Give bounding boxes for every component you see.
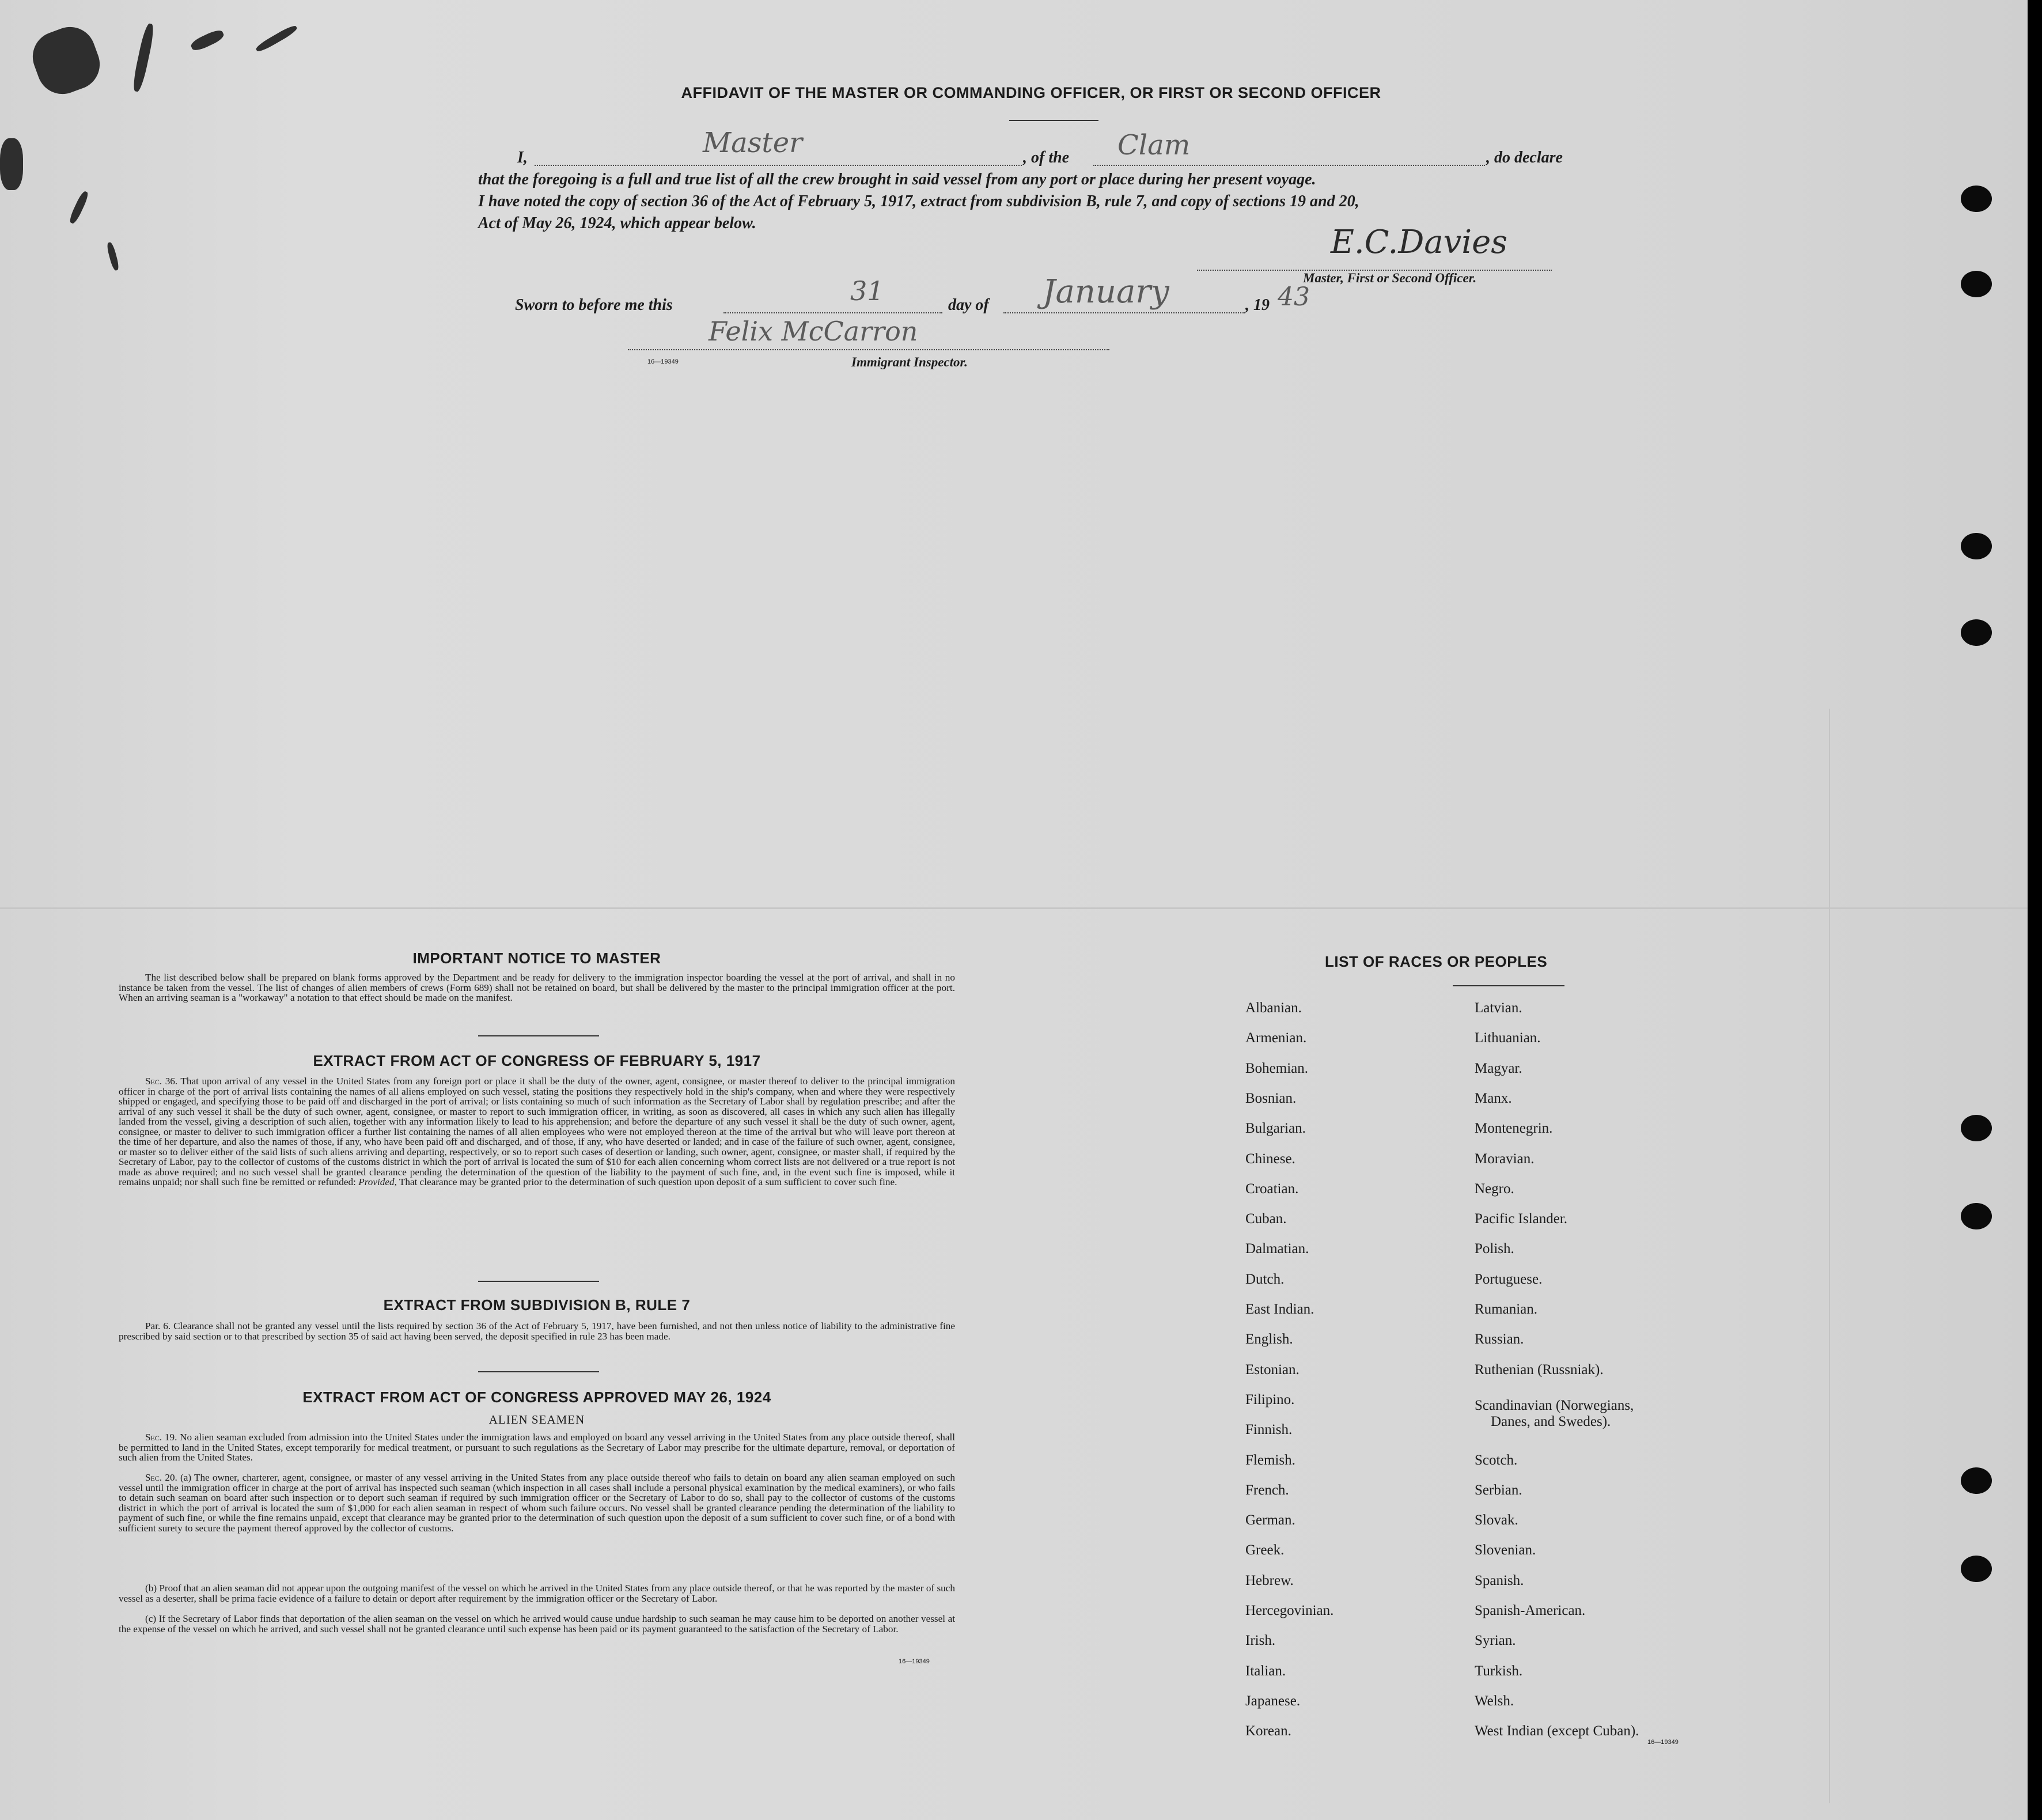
race-item: Polish. xyxy=(1475,1241,1514,1257)
race-item: Albanian. xyxy=(1245,1000,1302,1016)
race-item: Cuban. xyxy=(1245,1211,1287,1227)
inspector-signature-line xyxy=(628,349,1109,350)
races-title: LIST OF RACES OR PEOPLES xyxy=(1325,953,1548,970)
race-item: Estonian. xyxy=(1245,1361,1300,1378)
notice-title: IMPORTANT NOTICE TO MASTER xyxy=(412,949,661,967)
rule7-title: EXTRACT FROM SUBDIVISION B, RULE 7 xyxy=(383,1296,691,1314)
race-item: Flemish. xyxy=(1245,1452,1295,1468)
race-item: Dalmatian. xyxy=(1245,1241,1309,1257)
race-item: Spanish. xyxy=(1475,1572,1524,1588)
section-divider xyxy=(478,1035,599,1036)
vessel-field-line xyxy=(1093,165,1485,166)
notice-text: The list described below shall be prepared on blank forms approved by the Department and be ready for delivery to the immigration inspector boarding the vessel at the port of arrival, and shall in no instance be taken from the vessel. The list of changes of alien members of crews (Form 689) shall not be retained on board, but shall be delivered by the master to the principal immigration officer at the port. When an arriving seaman is a "workaway" a notation to that effect should be made on the manifest. xyxy=(119,972,955,1003)
race-item: Lithuanian. xyxy=(1475,1030,1541,1046)
race-item: Serbian. xyxy=(1475,1482,1522,1498)
extract-1917-title: EXTRACT FROM ACT OF CONGRESS OF FEBRUARY 5, 1917 xyxy=(313,1052,761,1069)
race-item: Hercegovinian. xyxy=(1245,1603,1334,1618)
race-item: Syrian. xyxy=(1475,1633,1516,1649)
ink-smudge xyxy=(106,241,120,271)
ink-smudge xyxy=(190,28,226,52)
section-divider xyxy=(478,1281,599,1282)
race-item: Slovak. xyxy=(1475,1512,1518,1528)
month-field-value: January xyxy=(1043,273,1169,311)
binder-hole xyxy=(1961,619,1992,646)
race-item: Korean. xyxy=(1245,1723,1291,1739)
race-item: Hebrew. xyxy=(1245,1572,1294,1588)
year-field-value: 43 xyxy=(1278,282,1310,312)
race-item: Russian. xyxy=(1475,1331,1524,1348)
race-item: Magyar. xyxy=(1475,1060,1522,1076)
race-item: Danes, and Swedes). xyxy=(1491,1413,1611,1429)
race-item: Greek. xyxy=(1245,1542,1285,1558)
race-item: Bulgarian. xyxy=(1245,1121,1306,1137)
race-item: Portuguese. xyxy=(1475,1271,1543,1287)
ink-smudge xyxy=(68,190,90,225)
binder-hole xyxy=(1961,1556,1992,1582)
sec20b-text: (b) Proof that an alien seaman did not appear upon the outgoing manifest of the vessel on which he arrived in the United States from any place outside thereof, or that he was reported by the master of such vessel as a deserter, shall be prima facie evidence of a failure to detain or deport after requirement by the immigration officer or the Secretary of Labor. xyxy=(119,1583,955,1604)
extract-1917-text xyxy=(119,1076,955,1187)
section-label: Sec. 36. xyxy=(145,1076,178,1087)
day-field-value: 31 xyxy=(850,275,884,307)
section-label: Sec. 20. xyxy=(145,1472,177,1483)
race-item: Negro. xyxy=(1475,1180,1514,1197)
race-item: Irish. xyxy=(1245,1633,1276,1649)
sworn-label: Sworn to before me this xyxy=(515,296,673,314)
race-item: Armenian. xyxy=(1245,1030,1307,1046)
i-field-value: Master xyxy=(703,127,803,159)
race-item: German. xyxy=(1245,1512,1295,1528)
race-item: Bosnian. xyxy=(1245,1090,1297,1106)
section-body: (a) The owner, charterer, agent, consignee, or master of any vessel arriving in the United States from any place outside thereof who fails to detain on board any alien seaman employed on such vessel until the immigration officer in charge at the port of arrival has inspected such seaman (which inspection in all cases shall include a personal physical examination by the medical examiners), or who fails to detain such seaman on board after such inspection or to deport such seaman if required by such immigration officer or the Secretary of Labor to do so, shall pay to the collector of customs of the customs district in which the port of arrival is located the sum of $1,000 for each alien seaman in respect of whom such failure occurs. No vessel shall be granted clearance pending the determination of the liability to payment of such fine, or while the fine remains unpaid, except that clearance may be granted prior to the determination of such question upon the deposit of a sum sufficient to cover such fine, or of a bond with sufficient surety to secure the payment thereof approved by the collector of customs. xyxy=(119,1472,955,1534)
race-item: Finnish. xyxy=(1245,1422,1293,1438)
binder-hole xyxy=(1961,1467,1992,1494)
race-item: Spanish-American. xyxy=(1475,1603,1586,1618)
sec20c-text: (c) If the Secretary of Labor finds that deportation of the alien seaman on the vessel on which he arrived would cause undue hardship to such seaman he may cause him to be deported on another vessel at the expense of the vessel on which he arrived, and such vessel shall not be granted clearance until such expense has been paid or its payment guaranteed to the satisfaction of the Secretary of Labor. xyxy=(119,1613,955,1634)
sec20a-text xyxy=(119,1473,955,1533)
form-number: 16—19349 xyxy=(647,358,679,365)
sec19-text xyxy=(119,1432,955,1463)
race-item: Chinese. xyxy=(1245,1151,1295,1167)
binder-hole xyxy=(1961,186,1992,212)
race-item: Rumanian. xyxy=(1475,1301,1538,1317)
title-divider xyxy=(1009,120,1098,121)
extract-1924-title: EXTRACT FROM ACT OF CONGRESS APPROVED MAY 26, 1924 xyxy=(302,1388,771,1406)
ink-smudge xyxy=(255,24,298,54)
master-signature-caption: Master, First or Second Officer. xyxy=(1303,271,1477,285)
ink-smudge xyxy=(0,138,23,190)
year-prefix: , 19 xyxy=(1245,296,1270,314)
race-item: West Indian (except Cuban). xyxy=(1475,1723,1639,1739)
race-item: Turkish. xyxy=(1475,1663,1523,1679)
declare-label: , do declare xyxy=(1486,149,1563,167)
affidavit-line-4: Act of May 26, 1924, which appear below. xyxy=(478,214,756,232)
binder-hole xyxy=(1961,1203,1992,1229)
affidavit-line-3: I have noted the copy of section 36 of the Act of February 5, 1917, extract from subdivision B, rule 7, and copy of sections 19 and 20, xyxy=(478,192,1359,210)
fold-line xyxy=(0,907,2028,909)
form-number: 16—19349 xyxy=(1647,1739,1679,1746)
day-field-line xyxy=(723,312,942,313)
section-body-end: That clearance may be granted prior to the determination of such question upon deposit of a sum sufficient to cover such fine. xyxy=(399,1176,897,1187)
binder-hole xyxy=(1961,1115,1992,1141)
section-label: Sec. 19. xyxy=(145,1432,177,1443)
race-item: Welsh. xyxy=(1475,1693,1514,1709)
vessel-field-value: Clam xyxy=(1117,129,1191,161)
race-item: Ruthenian (Russniak). xyxy=(1475,1361,1604,1378)
extract-1924-subtitle: ALIEN SEAMEN xyxy=(488,1413,585,1427)
race-item: Moravian. xyxy=(1475,1151,1535,1167)
race-item: Scandinavian (Norwegians, xyxy=(1475,1397,1634,1413)
race-item: Bohemian. xyxy=(1245,1060,1309,1076)
race-item: Croatian. xyxy=(1245,1180,1299,1197)
ink-smudge xyxy=(131,22,156,92)
i-label: I, xyxy=(517,149,528,167)
month-field-line xyxy=(1003,312,1245,313)
day-of-label: day of xyxy=(948,296,989,314)
race-item: Latvian. xyxy=(1475,1000,1522,1016)
binder-hole xyxy=(1961,533,1992,559)
binder-hole xyxy=(1961,271,1992,297)
inspector-caption: Immigrant Inspector. xyxy=(851,355,968,369)
race-item: Montenegrin. xyxy=(1475,1121,1553,1137)
race-item: French. xyxy=(1245,1482,1289,1498)
race-item: Japanese. xyxy=(1245,1693,1301,1709)
i-field-line xyxy=(535,165,1022,166)
races-divider xyxy=(1453,985,1564,986)
race-item: Slovenian. xyxy=(1475,1542,1536,1558)
race-item: East Indian. xyxy=(1245,1301,1314,1317)
section-body: No alien seaman excluded from admission into the United States under the immigration laws and employed on board any vessel arriving in the United States from any place outside thereof, shall be permitted to land in the United States, except temporarily for medical treatment, or pursuant to such regulations as the Secretary of Labor may prescribe for the ultimate departure, removal, or deportation of such alien from the United States. xyxy=(119,1432,955,1463)
race-item: Scotch. xyxy=(1475,1452,1518,1468)
provided-word: Provided, xyxy=(358,1176,397,1187)
section-divider xyxy=(478,1371,599,1372)
form-number: 16—19349 xyxy=(899,1658,930,1665)
race-item: Filipino. xyxy=(1245,1391,1295,1407)
affidavit-title: AFFIDAVIT OF THE MASTER OR COMMANDING OFFICER, OR FIRST OR SECOND OFFICER xyxy=(681,84,1381,101)
inspector-signature: Felix McCarron xyxy=(709,316,918,347)
rule7-text: Par. 6. Clearance shall not be granted any vessel until the lists required by section 36 of the Act of February 5, 1917, have been furnished, and not then unless notice of liability to the administrative fine prescribed by said section or to that prescribed by section 35 of said act having been served, the deposit specified in rule 23 has been made. xyxy=(119,1320,955,1342)
race-item: Pacific Islander. xyxy=(1475,1211,1568,1227)
master-signature: E.C.Davies xyxy=(1331,224,1508,261)
of-the-label: , of the xyxy=(1023,149,1070,167)
race-item: Dutch. xyxy=(1245,1271,1285,1287)
race-item: Manx. xyxy=(1475,1090,1512,1106)
section-body: That upon arrival of any vessel in the United States from any foreign port or place it shall be the duty of the owner, agent, consignee, or master thereof to deliver to the principal immigration officer in charge of the port of arrival lists containing the names of all aliens employed on such vessel, stating the positions they respectively hold in the ship's company, when and where they were respectively shipped or engaged, and specifying those to be paid off and discharged in the port of arrival; or lists containing so much of such information as the Secretary of Labor shall by regulation prescribe; and after the arrival of any such vessel it shall be the duty of such owner, agent, consignee, or master to report to such immigration officer, in writing, as soon as discovered, all cases in which any such alien has illegally landed from the vessel, giving a description of such alien, together with any information likely to lead to his apprehension; and before the departure of any such vessel it shall be the duty of such owner, agent, consignee, or master to deliver to such immigration officer a further list containing the names of all alien employees who were not employed thereon at the time of the arrival but who will leave port thereon at the time of her departure, and also the names of those, if any, who have been paid off and discharged, and of those, if any, who have deserted or landed; and in case of the failure of such owner, agent, consignee, or master so to deliver either of the said lists of such aliens arriving and departing, respectively, or so to report such cases of desertion or landing, such owner, agent, consignee, or master shall, if required by the Secretary of Labor, pay to the collector of customs of the customs district in which the port of arrival is located the sum of $10 for each alien concerning whom correct lists are not delivered or a true report is not made as above required; and no such vessel shall be granted clearance pending the determination of the question of the liability to the payment of such fine, and, in the event such fine is imposed, while it remains unpaid; nor shall such fine be remitted or refunded: xyxy=(119,1076,955,1187)
race-item: Italian. xyxy=(1245,1663,1286,1679)
fold-line-vertical xyxy=(1829,709,1830,1803)
affidavit-line-2: that the foregoing is a full and true list of all the crew brought in said vessel from any port or place during her present voyage. xyxy=(478,171,1316,188)
race-item: English. xyxy=(1245,1331,1293,1348)
